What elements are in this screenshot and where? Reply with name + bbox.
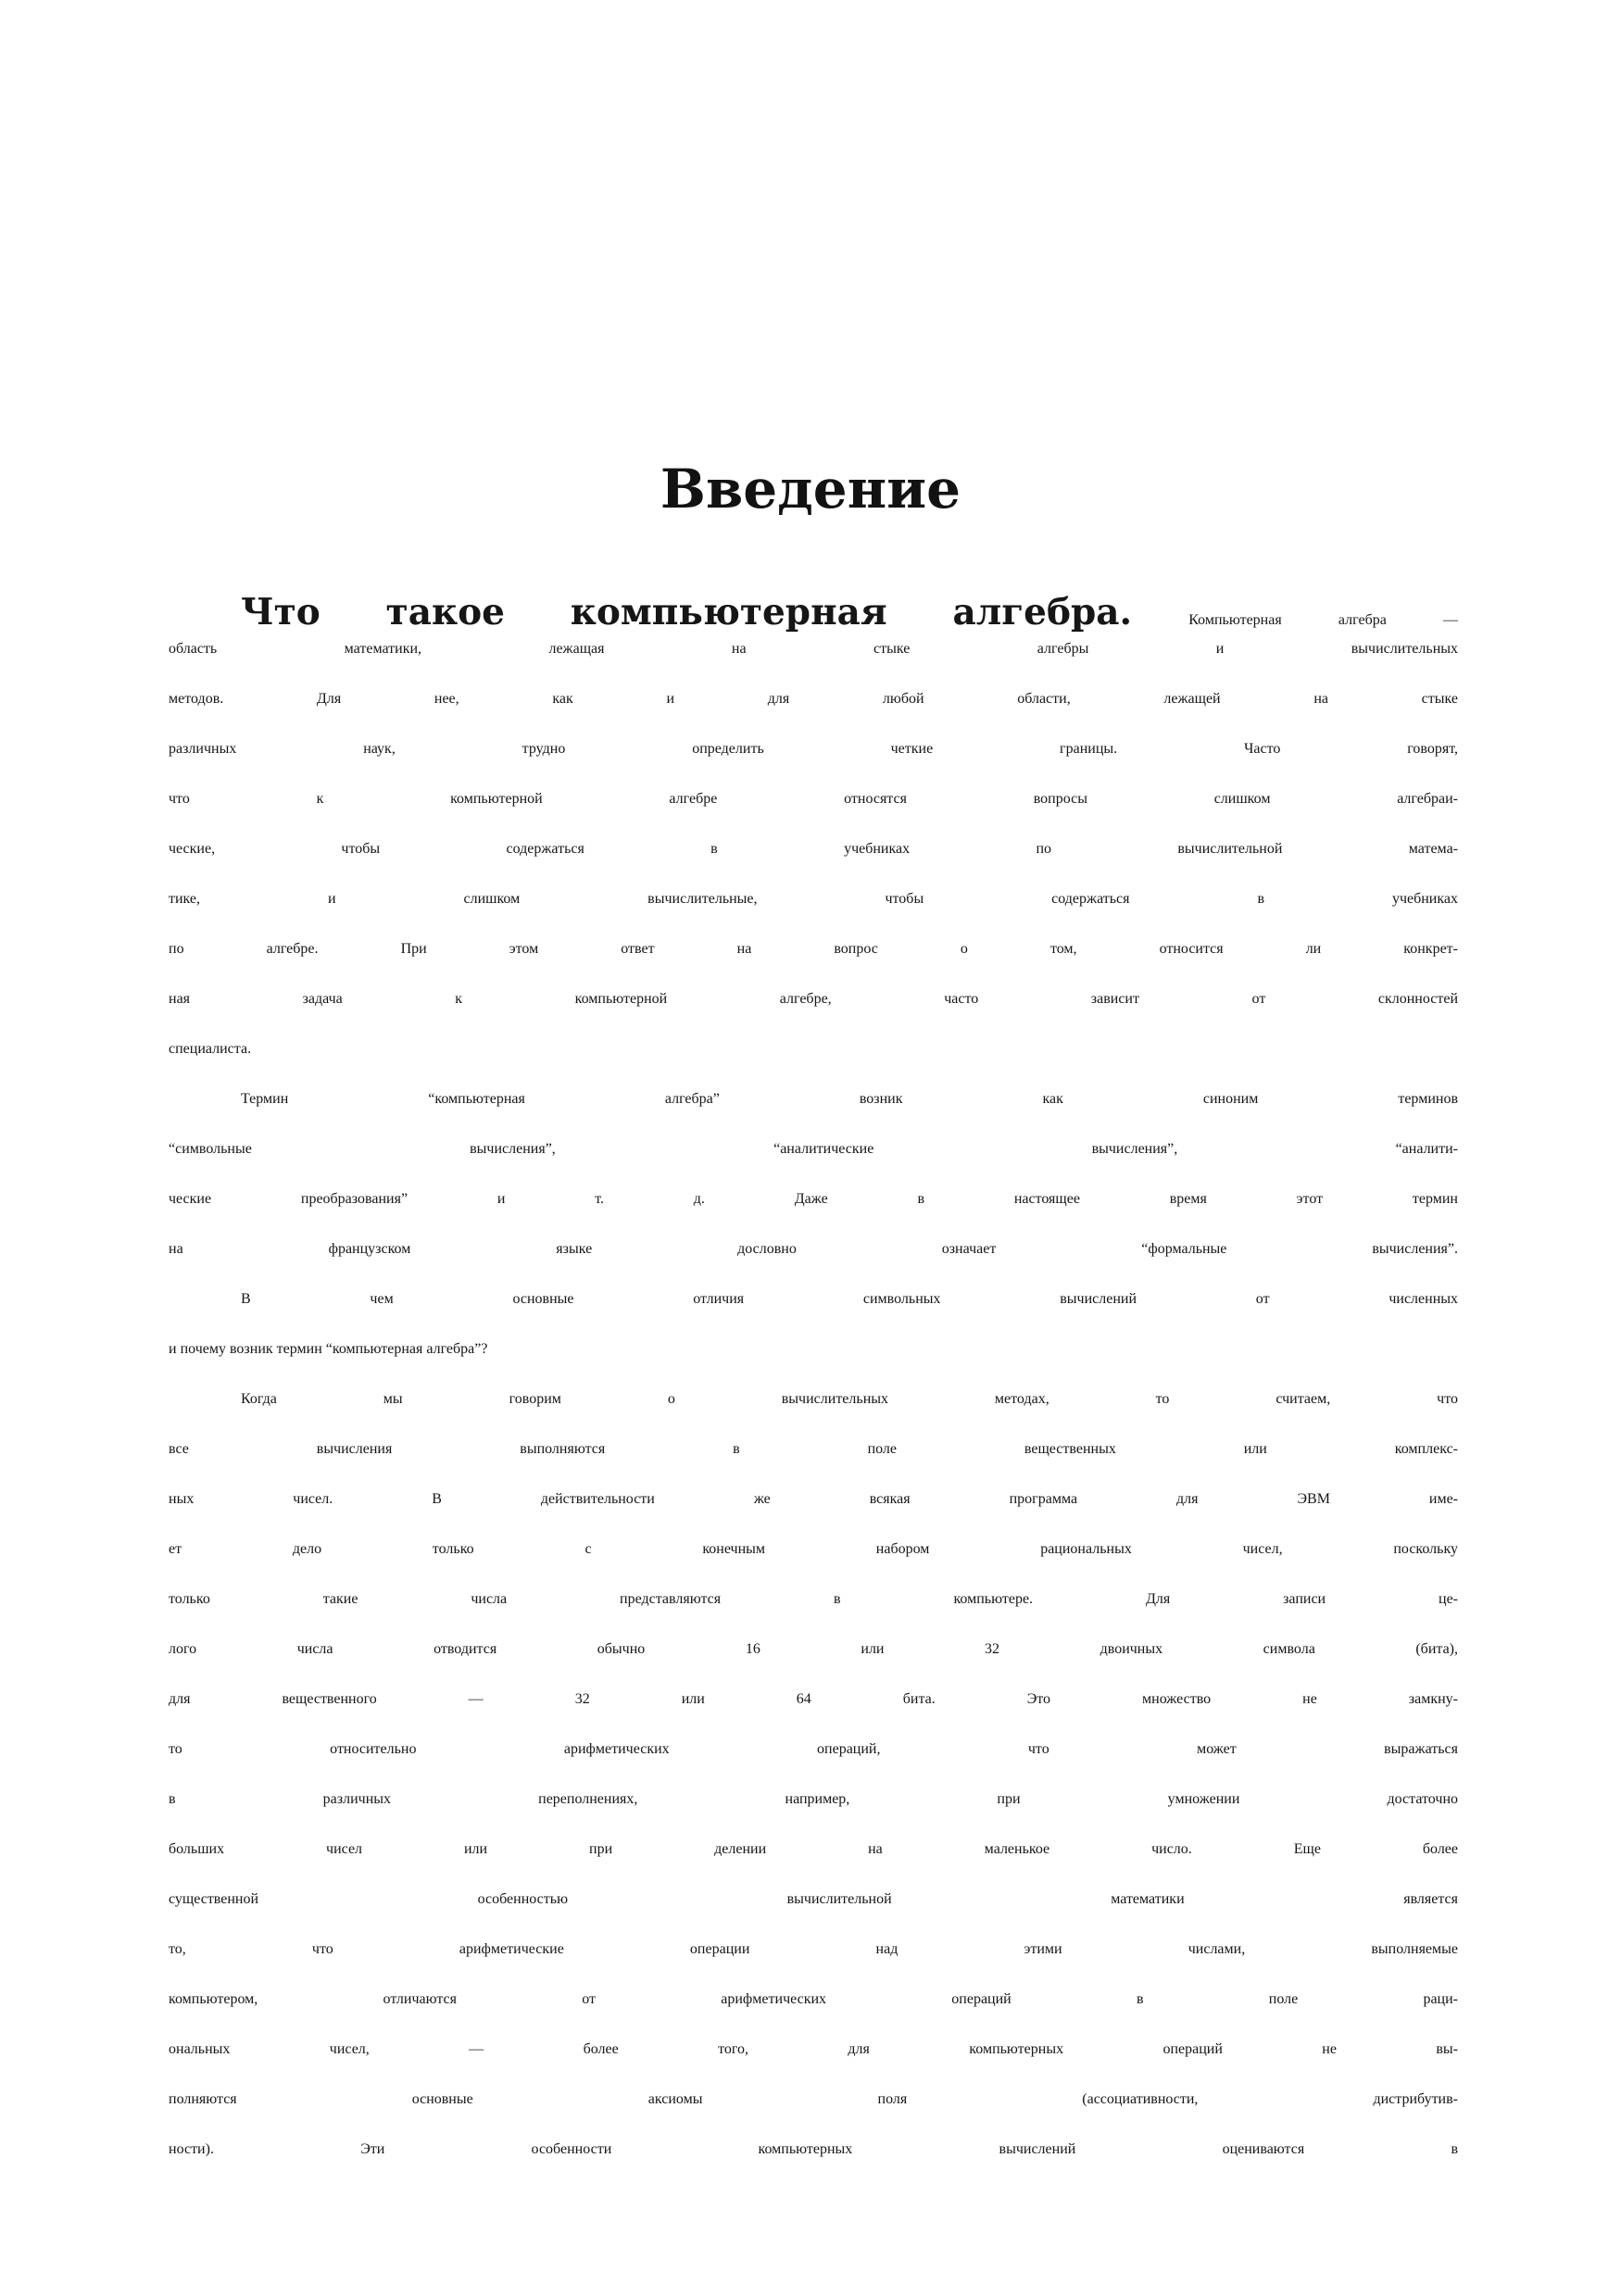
text-line: методов. Для нее, как и для любой области, лежащей на стыке — [169, 691, 1458, 707]
text-line: ных чисел. В действительности же всякая программа для ЭВМ име- — [169, 1491, 1458, 1507]
text-line: что к компьютерной алгебре относятся вопросы слишком алгебраи- — [169, 791, 1458, 807]
text-line: Термин “компьютерная алгебра” возник как синоним терминов — [241, 1091, 1458, 1107]
text-line: то относительно арифметических операций, что может выражаться — [169, 1741, 1458, 1757]
paragraph-1 — [169, 591, 1458, 1091]
text-line: в различных переполнениях, например, при умножении достаточно — [169, 1791, 1458, 1807]
text-line: ческие преобразования” и т. д. Даже в настоящее время этот термин — [169, 1191, 1458, 1207]
text-line: для вещественного — 32 или 64 бита. Это множество не замкну- — [169, 1691, 1458, 1707]
text-line: ная задача к компьютерной алгебре, часто зависит от склонностей — [169, 991, 1458, 1007]
text-line: ональных чисел, — более того, для компьютерных операций не вы- — [169, 2041, 1458, 2057]
text-line: компьютером, отличаются от арифметических операций в поле раци- — [169, 1991, 1458, 2007]
text-line: “символьные вычисления”, “аналитические вычисления”, “аналити- — [169, 1141, 1458, 1157]
text-line: В чем основные отличия символьных вычислений от численных — [241, 1291, 1458, 1307]
text-line — [169, 591, 1458, 641]
text-line: все вычисления выполняются в поле вещественных или комплекс- — [169, 1441, 1458, 1457]
paragraph-2 — [169, 1091, 1458, 1291]
text-line: то, что арифметические операции над этими числами, выполняемые — [169, 1941, 1458, 1957]
text-line: различных наук, трудно определить четкие границы. Часто говорят, — [169, 741, 1458, 757]
text-line: область математики, лежащая на стыке алгебры и вычислительных — [169, 641, 1458, 657]
text-line-segment: Компьютерная алгебра — — [1188, 612, 1459, 628]
text-line: на французском языке дословно означает “формальные вычисления”. — [169, 1241, 1458, 1257]
text-line: ет дело только с конечным набором рациональных чисел, поскольку — [169, 1541, 1458, 1557]
text-line: лого числа отводится обычно 16 или 32 двоичных символа (бита), — [169, 1641, 1458, 1657]
text-line: по алгебре. При этом ответ на вопрос о том, относится ли конкрет- — [169, 941, 1458, 957]
body-text — [169, 591, 1458, 2191]
text-line: ности). Эти особенности компьютерных вычислений оцениваются в — [169, 2141, 1458, 2157]
text-line: больших чисел или при делении на маленькое число. Еще более — [169, 1841, 1458, 1857]
text-line: существенной особенностью вычислительной математики является — [169, 1891, 1458, 1907]
text-line: специалиста. — [169, 1041, 252, 1057]
text-line: только такие числа представляются в компьютере. Для записи це- — [169, 1591, 1458, 1607]
text-line: Когда мы говорим о вычислительных методах, то считаем, что — [241, 1391, 1458, 1407]
run-in-heading: Что такое компьютерная алгебра. — [241, 591, 1133, 634]
text-line: полняются основные аксиомы поля (ассоциативности, дистрибутив- — [169, 2091, 1458, 2107]
text-line: тике, и слишком вычислительные, чтобы содержаться в учебниках — [169, 891, 1458, 907]
text-line: ческие, чтобы содержаться в учебниках по вычислительной матема- — [169, 841, 1458, 857]
paragraph-3 — [169, 1291, 1458, 1391]
chapter-title: Введение — [660, 458, 961, 521]
paragraph-4 — [169, 1391, 1458, 2191]
text-line: и почему возник термин “компьютерная алгебра”? — [169, 1341, 488, 1357]
